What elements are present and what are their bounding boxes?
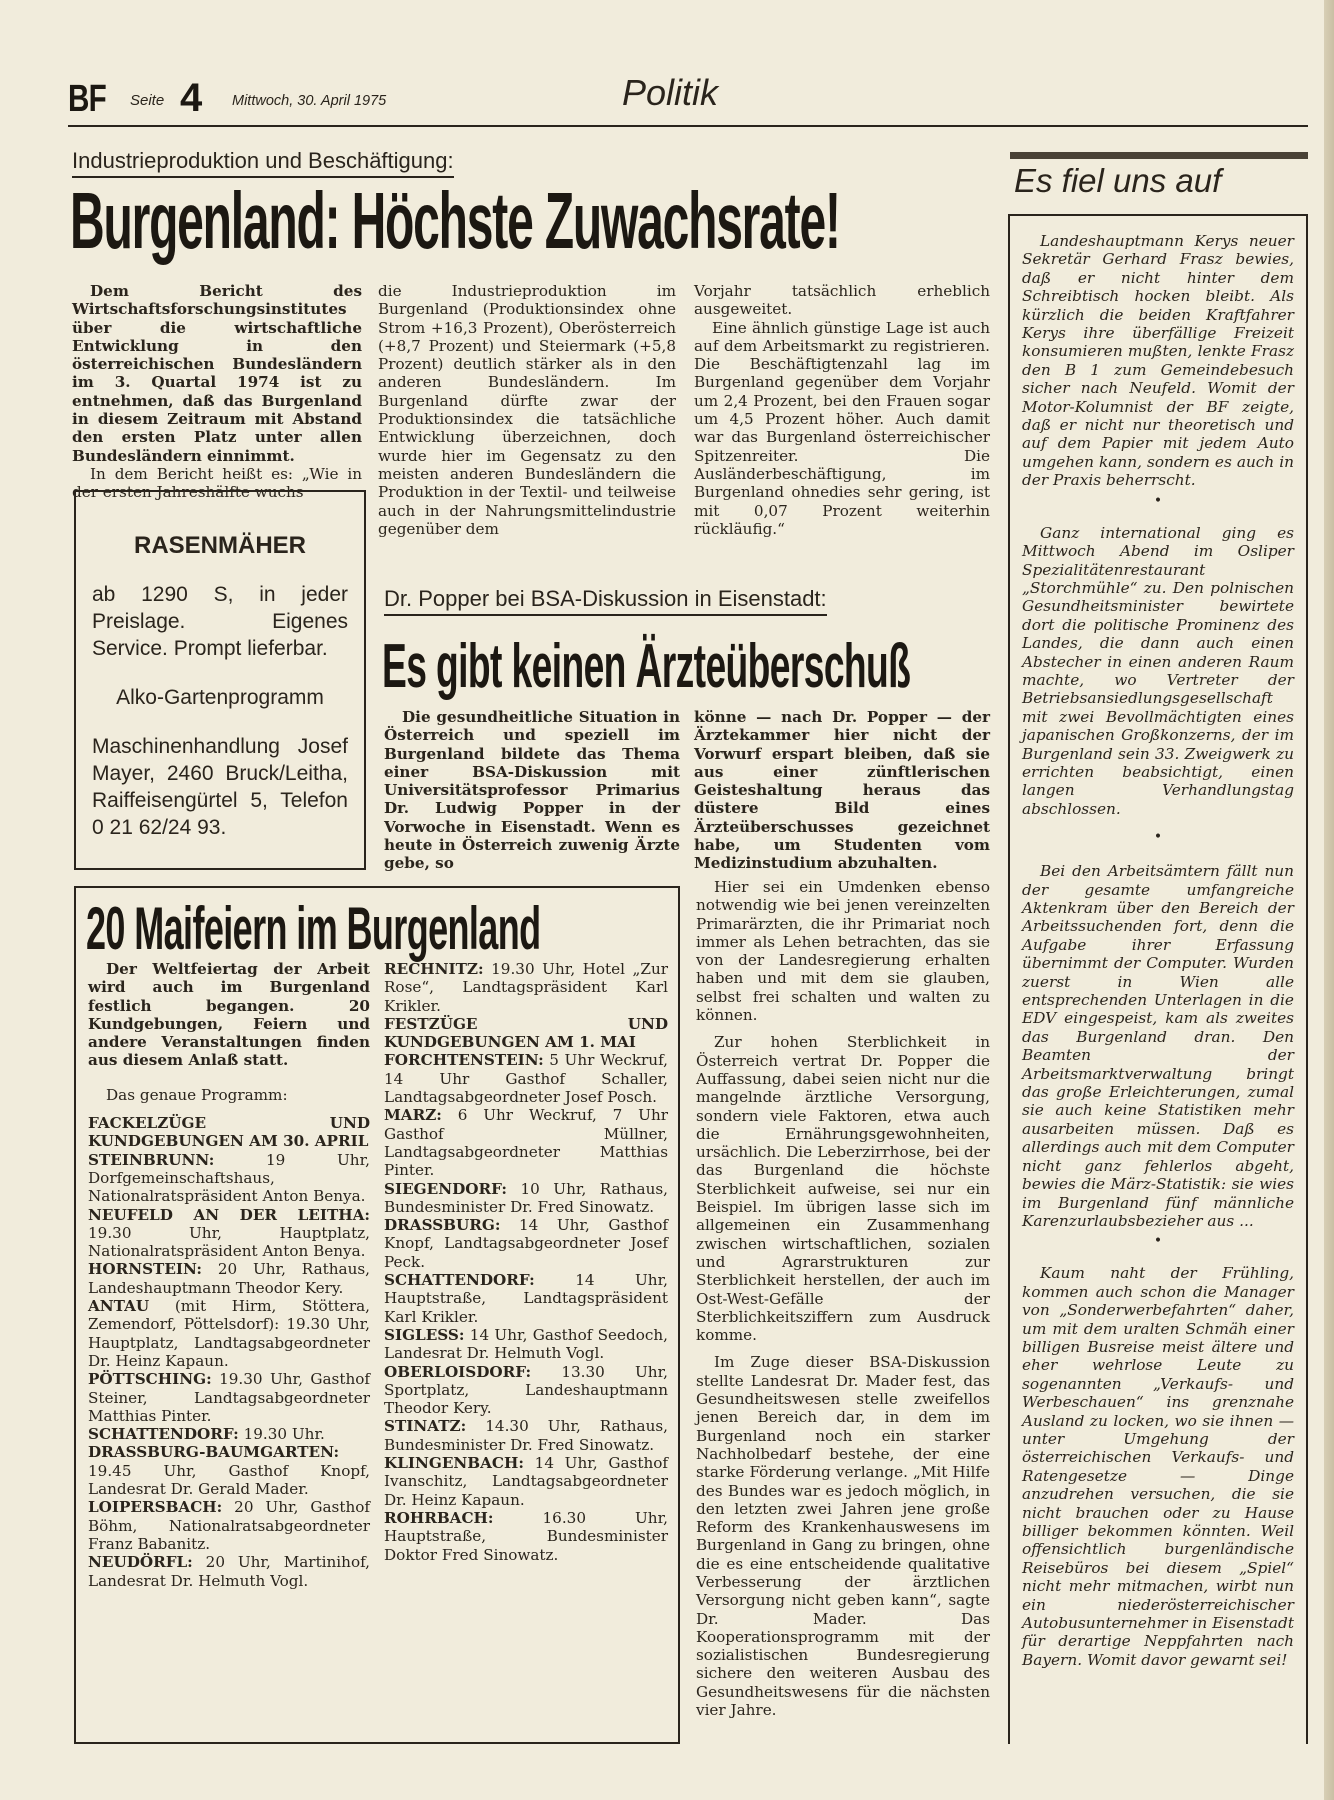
event-details: 10 Uhr, Rathaus, Bundesminister Dr. Fred Sinowatz. — [384, 1179, 668, 1216]
event-details: 5 Uhr Weckruf, 14 Uhr Gasthof Schaller, Landtagsabgeordneter Josef Posch. — [384, 1051, 668, 1107]
ad-title: RASENMÄHER — [133, 532, 306, 559]
separator-dot-icon: • — [1153, 829, 1163, 846]
event-item — [384, 1509, 668, 1564]
issue-date: Mittwoch, 30. April 1975 — [232, 93, 387, 109]
event-place: HORNSTEIN: — [88, 1260, 202, 1279]
separator-dot-icon: • — [1153, 1233, 1163, 1250]
event-item — [384, 1417, 668, 1454]
events-april-30-continued — [384, 960, 668, 1015]
article2-kicker — [384, 586, 827, 616]
article1-kicker-text: Industrieproduktion und Beschäftigung: — [72, 148, 454, 178]
article1-para2: die Industrieproduktion im Burgenland (Produktionsindex ohne Strom +16,3 Prozent), Oberösterreich (+8,7 Prozent) und Steiermark (+5,8 Prozent) deutlich stärker als in den anderen Bundesländern. Im Burgenland dürfte zwar der Produktionsindex die tatsächliche Entwicklung überzeichnen, doch wurde hier im Gegensatz zu den meisten anderen Bundesländern die Produktion in der Textil- und teilweise auch in der Nahrungsmittelindustrie gegenüber dem — [378, 282, 676, 538]
article2-para2: Zur hohen Sterblichkeit in Österreich vertrat Dr. Popper die Auffassung, dabei seien nicht nur die mangelnde ärztliche Versorgung, sondern viele Faktoren, etwa auch die Ernährungsgewohnheiten, ursächlich. Die Leberzirrhose, bei der das Burgenland die höchste Sterblichkeit aufweise, sei nur ein Beispiel. Im übrigen lasse sich im allgemeinen ein Zusammenhang zwischen wirtschaftlichen, sozialen und Agrarstrukturen zur Sterblichkeit herstellen, der auch im Ost-West-Gefälle der Sterblichkeitsziffern zum Ausdruck komme. — [696, 1033, 990, 1345]
event-details: 19.30 Uhr. — [238, 1425, 325, 1444]
section-title: Politik — [622, 72, 719, 113]
event-place: PÖTTSCHING: — [88, 1370, 212, 1389]
event-item — [384, 1180, 668, 1217]
article3-col2 — [384, 960, 668, 1564]
event-place: NEUFELD AN DER LEITHA: — [88, 1205, 370, 1224]
event-item — [384, 1454, 668, 1509]
article1-col3 — [694, 282, 990, 538]
masthead-rule — [68, 125, 1308, 127]
article2-para3: Im Zuge dieser BSA-Diskussion stellte Landesrat Dr. Mader fest, das Gesundheitswesen stelle zweifellos jenen Bereich dar, in dem im Burgenland noch ein starker Nachholbedarf bestehe, der eine starke Förderung verlange. „Mit Hilfe des Bundes war es jedoch möglich, in den letzten zwei Jahren jene große Reform des Krankenhauswesens im Burgenland in Gang zu bringen, ohne die es eine entscheidende qualitative Verbesserung der ärztlichen Versorgung nicht geben kann“, sagte Dr. Mader. Das Kooperationsprogramm mit der sozialistischen Bundesregierung sichere den weiteren Ausbau des Gesundheitswesens für die nächsten vier Jahre. — [696, 1353, 990, 1720]
article1-lead: Dem Bericht des Wirtschaftsforschungsinstitutes über die wirtschaftliche Entwicklung in den österreichischen Bundesländern im 3. Quartal 1974 ist zu entnehmen, daß das Burgenland in diesem Zeitraum mit Abstand den ersten Platz unter allen Bundesländern einnimmt. — [72, 282, 362, 465]
ad-box — [74, 490, 366, 870]
column-item: Ganz international ging es Mittwoch Abend im Osliper Spezialitätenrestaurant „Storchmühle“ zu. Den polnischen Gesundheitsminister bewirtete dort die politische Prominenz des Landes, die dann auch einen Abstecher in einen anderen Raum machte, wo Vertreter der Betriebsansiedlungsgesellschaft mit zwei Bevollmächtigten eines japanischen Großkonzerns, der im Burgenland sein 33. Zweigwerk zu errichten beabsichtigt, einen langen Verhandlungstag abschlossen. — [1022, 523, 1294, 818]
article1-col1 — [72, 282, 362, 502]
ad-program: Alko-Gartenprogramm — [116, 686, 324, 709]
article3-headline: 20 Maifeiern im Burgenland — [86, 895, 541, 962]
event-details: (mit Hirm, Stöttera, Zemendorf, Pöttelsdorf): 19.30 Uhr, Hauptplatz, Landtagsabgeordneter Dr. Heinz Kapaun. — [88, 1297, 370, 1370]
article2-lead-a: Die gesundheitliche Situation in Österreich und speziell im Burgenland bildete das Thema einer BSA-Diskussion mit Universitätsprofessor Primarius Dr. Ludwig Popper in der Vorwoche in Eisenstadt. Wenn es heute in Österreich zuwenig Ärzte gebe, so — [384, 708, 680, 873]
event-details: 20 Uhr, Gasthof Böhm, Nationalratsabgeordneter Franz Babanitz. — [88, 1498, 370, 1553]
page-edge — [1324, 0, 1334, 1800]
event-item — [88, 1260, 370, 1297]
event-place: STINATZ: — [384, 1417, 467, 1436]
article1-headline: Burgenland: Höchste Zuwachsrate! — [70, 176, 840, 265]
column-title: Es fiel uns auf — [1014, 162, 1222, 199]
article2-body — [696, 878, 990, 1719]
events-april-30 — [88, 1151, 370, 1590]
event-item — [384, 1363, 668, 1418]
event-place: SIEGENDORF: — [384, 1179, 507, 1198]
ad-offer: ab 1290 S, in jeder Preislage. Eigenes Service. Prompt lieferbar. — [92, 583, 348, 660]
column-item: Landeshauptmann Kerys neuer Sekretär Gerhard Frasz bewies, daß er nicht hinter dem Schreibtisch hocken bleibt. Als kürzlich die beiden Kraftfahrer Kerys ihre überfällige Freizeit konsumieren mußten, lenkte Frasz den B 1 zum Gemeindebesuch sicher nach Neufeld. Womit der Motor-Kolumnist der BF zeigte, daß er nicht nur theoretisch und auf dem Papier mit jedem Auto umgehen kann, sondern es auch in der Praxis beherrscht. — [1022, 232, 1294, 490]
masthead-logo: BF — [68, 78, 106, 120]
event-place: OBERLOISDORF: — [384, 1362, 532, 1381]
event-place: KLINGENBACH: — [384, 1454, 524, 1473]
event-details: 19.45 Uhr, Gasthof Knopf, Landesrat Dr. Gerald Mader. — [88, 1461, 370, 1499]
article2-para1: Hier sei ein Umdenken ebenso notwendig wie bei jenen vereinzelten Primarärzten, die ihr Primariat noch immer als Lehen betrachten, das sie von der Landesregierung erhalten haben und mit dem sie glauben, selbst frei schalten und walten zu können. — [696, 878, 990, 1025]
events-may-1 — [384, 1051, 668, 1563]
article2-lead-b: könne — nach Dr. Popper — der Ärztekammer hier nicht der Vorwurf erspart bleiben, daß sie aus einer zünftlerischen Geisteshaltung heraus das düstere Bild eines Ärzteüberschusses gezeichnet habe, um Studenten vom Medizinstudium abzuhalten. — [694, 708, 990, 873]
article1-para3: Vorjahr tatsächlich erheblich ausgeweitet. — [694, 282, 990, 319]
event-details: 13.30 Uhr, Sportplatz, Landeshauptmann Theodor Kery. — [384, 1362, 668, 1418]
article1-para4: Eine ähnlich günstige Lage ist auch auf dem Arbeitsmarkt zu registrieren. Die Beschäftigtenzahl lag im Burgenland gegenüber dem Vorjahr um 2,4 Prozent, bei den Frauen sogar um 4,5 Prozent höher. Auch damit war das Burgenland österreichischer Spitzenreiter. Die Ausländerbeschäftigung, im Burgenland ohnedies sehr gering, ist mit 0,07 Prozent weiterhin rückläufig.“ — [694, 318, 990, 538]
event-place: DRASSBURG-BAUMGARTEN: — [88, 1443, 340, 1462]
event-item — [384, 960, 668, 1015]
event-details: 14 Uhr, Hauptstraße, Landtagspräsident Karl Krikler. — [384, 1271, 668, 1326]
event-item — [88, 1498, 370, 1553]
event-details: 16.30 Uhr, Hauptstraße, Bundesminister Doktor Fred Sinowatz. — [384, 1508, 668, 1564]
article2-lead-col1 — [384, 708, 680, 873]
event-item — [384, 1271, 668, 1326]
event-place: SIGLESS: — [384, 1325, 465, 1344]
event-item — [88, 1443, 370, 1498]
article1-kicker — [72, 148, 454, 178]
event-details: 14 Uhr, Gasthof Knopf, Landtagsabgeordneter Josef Peck. — [384, 1216, 668, 1271]
event-details: 19.30 Uhr, Hauptplatz, Nationalratspräsident Anton Benya. — [88, 1223, 370, 1261]
event-place: RECHNITZ: — [384, 960, 484, 978]
event-place: ROHRBACH: — [384, 1508, 494, 1527]
event-place: LOIPERSBACH: — [88, 1498, 223, 1517]
article3-program-label: Das genaue Programm: — [106, 1085, 288, 1104]
event-details: 14.30 Uhr, Rathaus, Bundesminister Dr. Fred Sinowatz. — [384, 1417, 668, 1454]
event-place: SCHATTENDORF: — [384, 1271, 535, 1290]
event-item — [88, 1553, 370, 1590]
event-details: 19 Uhr, Dorfgemeinschaftshaus, Nationalratspräsident Anton Benya. — [88, 1150, 370, 1206]
event-details: 20 Uhr, Martinihof, Landesrat Dr. Helmuth Vogl. — [88, 1553, 370, 1590]
event-details: 19.30 Uhr, Hotel „Zur Rose“, Landtagspräsident Karl Krikler. — [384, 960, 668, 1015]
article1-col2 — [378, 282, 676, 538]
article3-lead: Der Weltfeiertag der Arbeit wird auch im Burgenland festlich begangen. 20 Kundgebungen, Feiern und andere Veranstaltungen finden aus diesem Anlaß statt. — [88, 960, 370, 1070]
event-item — [384, 1106, 668, 1179]
page-label: Seite — [130, 92, 165, 109]
separator-dot-icon: • — [1153, 492, 1163, 509]
event-place: ANTAU — [88, 1297, 150, 1316]
column-item: Kaum naht der Frühling, kommen auch schon die Manager von „Sonderwerbefahrten“ daher, um mit dem uralten Schmäh einer billigen Busreise meist ältere und eher wehrlose Leute zu sogenannten „Verkaufs- und Werbeschauen“ ins grenznahe Ausland zu locken, wo sie ihnen — unter Umgehung der österreichischen Verkaufs- und Ratengesetze — Dinge anzudrehen versuchen, die sie nicht brauchen oder zu Hause billiger bekommen könnten. Weil offensichtlich burgenländische Reisebüros bei diesem „Spiel“ nicht mehr mitmachen, wirbt nun ein niederösterreichischer Autobusunternehmer in Eisenstadt für derartige Neppfahrten nach Bayern. Womit davor gewarnt sei! — [1022, 1264, 1294, 1669]
article3-section1-heading: FACKELZÜGE UND KUNDGEBUNGEN AM 30. APRIL — [88, 1114, 370, 1151]
event-item — [384, 1051, 668, 1106]
page-number: 4 — [180, 76, 202, 120]
event-place: SCHATTENDORF: — [88, 1425, 239, 1444]
event-place: NEUDÖRFL: — [88, 1553, 193, 1572]
event-item — [88, 1206, 370, 1261]
column-top-bar — [1010, 152, 1308, 159]
article2-kicker-text: Dr. Popper bei BSA-Diskussion in Eisenstadt: — [384, 586, 827, 616]
event-details: 14 Uhr, Gasthof Ivanschitz, Landtagsabgeordneter Dr. Heinz Kapaun. — [384, 1454, 668, 1509]
event-place: FORCHTENSTEIN: — [384, 1051, 544, 1070]
event-item — [384, 1326, 668, 1363]
article2-headline: Es gibt keinen Ärzteüberschuß — [382, 632, 911, 701]
event-item — [88, 1151, 370, 1206]
event-details: 6 Uhr Weckruf, 7 Uhr Gasthof Müllner, Landtagsabgeordneter Matthias Pinter. — [384, 1106, 668, 1180]
article3-col1 — [88, 960, 370, 1590]
event-item — [88, 1370, 370, 1425]
event-details: 20 Uhr, Rathaus, Landeshauptmann Theodor Kery. — [88, 1260, 370, 1297]
article3-section2-heading: FESTZÜGE UND KUNDGEBUNGEN AM 1. MAI — [384, 1014, 668, 1052]
event-item — [384, 1216, 668, 1271]
event-details: 19.30 Uhr, Gasthof Steiner, Landtagsabgeordneter Matthias Pinter. — [88, 1370, 370, 1425]
event-details: 14 Uhr, Gasthof Seedoch, Landesrat Dr. Helmuth Vogl. — [384, 1325, 668, 1363]
event-item — [88, 1425, 370, 1443]
column-body — [1022, 232, 1294, 1671]
event-place: MARZ: — [384, 1106, 442, 1125]
event-place: DRASSBURG: — [384, 1216, 501, 1235]
event-place: STEINBRUNN: — [88, 1150, 215, 1169]
article1-para1: In dem Bericht heißt es: „Wie in der ersten Jahreshälfte wuchs — [72, 464, 362, 502]
article2-lead-col2 — [694, 708, 990, 873]
column-item: Bei den Arbeitsämtern fällt nun der gesamte umfangreiche Aktenkram über den Bereich der Arbeitssuchenden fort, denn die Aufgabe ihrer Erfassung übernimmt der Computer. Wurden zuerst in Wien alle entsprechenden Unterlagen in die EDV eingespeist, kam als zweites das Burgenland dran. Den Beamten der Arbeitsmarktverwaltung bringt das große Erleichterungen, zumal sie auch keine Statistiken mehr ausarbeiten müssen. Daß es allerdings auch mit dem Computer nicht ganz fehlerlos abgeht, bewies die März-Statistik: sie wies im Burgenland fünf männliche Karenzurlaubsbezieher aus ... — [1022, 862, 1294, 1230]
event-item — [88, 1297, 370, 1370]
ad-contact: Maschinenhandlung Josef Mayer, 2460 Bruck/Leitha, Raiffeisengürtel 5, Telefon 0 21 62/24 93. — [92, 735, 348, 839]
